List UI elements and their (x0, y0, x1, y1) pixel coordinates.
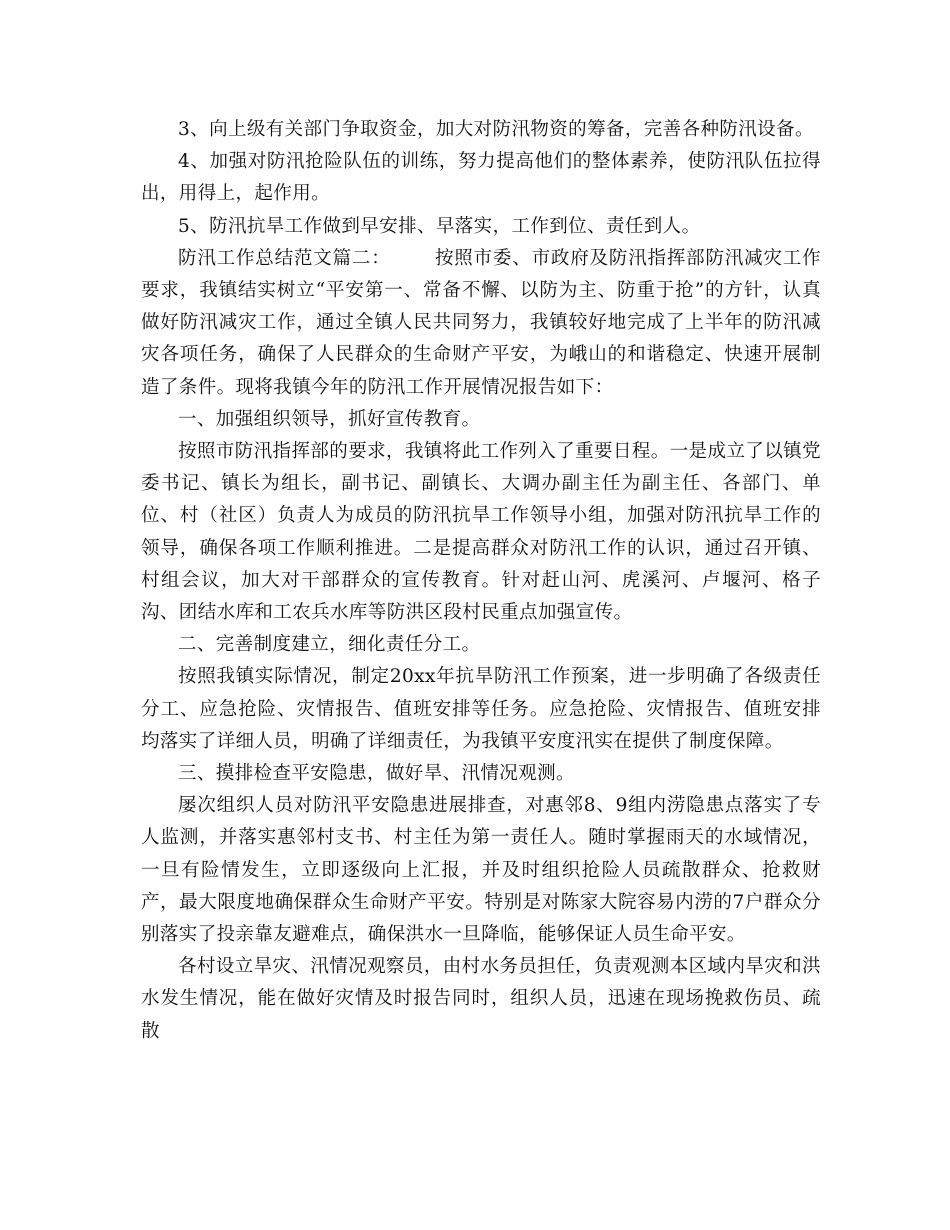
subheading-two: 二、完善制度建立，细化责任分工。 (178, 634, 481, 656)
body-paragraph-four: 各村设立旱灾、汛情况观察员，由村水务员担任，负责观测本区域内旱灾和洪水发生情况，能在做好灾情及时报告同时，组织人员，迅速在现场挽救伤员、疏散 (141, 956, 821, 1042)
section-intro: 按照市委、市政府及防汛指挥部防汛减灾工作要求，我镇结实树立“平安第一、常备不懈、以防为主、防重于抢”的方针，认真做好防汛减灾工作，通过全镇人民共同努力，我镇较好地完成了上半年的防汛减灾各项任务，确保了人民群众的生命财产平安，为峨山的和谐稳定、快速开展制造了条件。现将我镇今年的防汛工作开展情况报告如下： (141, 247, 821, 398)
body-paragraph-two: 按照我镇实际情况，制定20xx年抗旱防汛工作预案，进一步明确了各级责任分工、应急抢险、灾情报告、值班安排等任务。应急抢险、灾情报告、值班安排均落实了详细人员，明确了详细责任，为我镇平安度汛实在提供了制度保障。 (141, 666, 821, 752)
section-heading: 防汛工作总结范文篇二： (178, 247, 391, 269)
document-body (141, 114, 821, 1048)
subheading-three: 三、摸排检查平安隐患，做好旱、汛情况观测。 (178, 763, 575, 785)
body-paragraph-three: 屡次组织人员对防汛平安隐患进展排查，对惠邻8、9组内涝隐患点落实了专人监测，并落实惠邻村支书、村主任为第一责任人。随时掌握雨天的水域情况，一旦有险情发生，立即逐级向上汇报，并及时组织抢险人员疏散群众、抢救财产，最大限度地确保群众生命财产平安。特别是对陈家大院容易内涝的7户群众分别落实了投亲靠友避难点，确保洪水一旦降临，能够保证人员生命平安。 (141, 795, 821, 946)
section-paragraph (141, 243, 821, 404)
paragraph-item-3: 3、向上级有关部门争取资金，加大对防汛物资的筹备，完善各种防汛设备。 (178, 119, 814, 140)
body-paragraph-one: 按照市防汛指挥部的要求，我镇将此工作列入了重要日程。一是成立了以镇党委书记、镇长为组长，副书记、副镇长、大调办副主任为副主任、各部门、单位、村（社区）负责人为成员的防汛抗旱工作领导小组，加强对防汛抗旱工作的领导，确保各项工作顺利推进。二是提高群众对防汛工作的认识，通过召开镇、村组会议，加大对干部群众的宣传教育。针对赶山河、虎溪河、卢堰河、格子沟、团结水库和工农兵水库等防洪区段村民重点加强宣传。 (141, 441, 821, 624)
paragraph-item-4: 4、加强对防汛抢险队伍的训练，努力提高他们的整体素养，使防汛队伍拉得出，用得上，起作用。 (141, 151, 821, 205)
paragraph-item-5: 5、防汛抗旱工作做到早安排、早落实，工作到位、责任到人。 (178, 215, 701, 237)
subheading-one: 一、加强组织领导，抓好宣传教育。 (178, 408, 481, 430)
